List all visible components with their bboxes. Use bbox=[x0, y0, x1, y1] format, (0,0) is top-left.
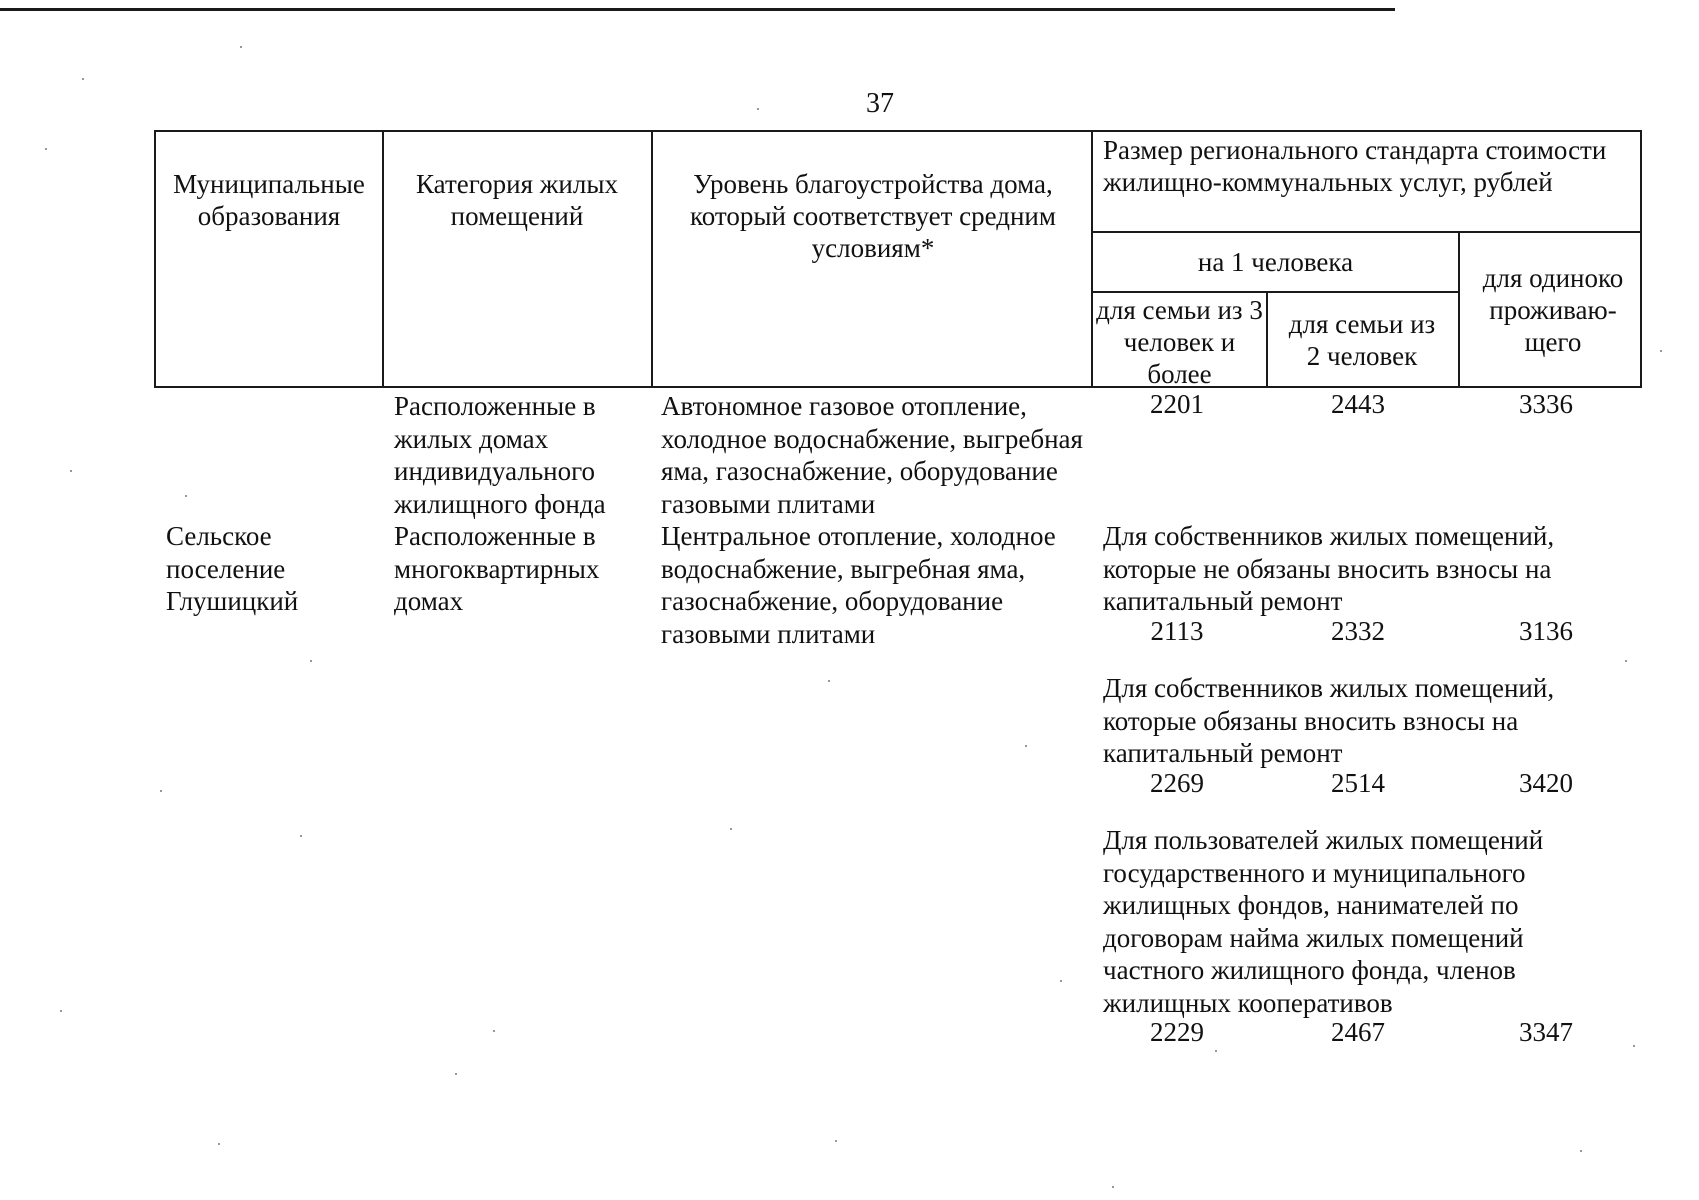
header-municipality: Муниципальные образования bbox=[173, 169, 365, 231]
header-family3: для семьи из 3 человек и более bbox=[1096, 295, 1263, 389]
row2-comfort: Центральное отопление, холодное водоснабжение, выгребная яма, газоснабжение, оборудование газовыми плитами bbox=[661, 521, 1056, 649]
page-number: 37 bbox=[866, 88, 894, 119]
col-divider bbox=[1266, 291, 1268, 388]
scan-speck bbox=[1215, 1050, 1217, 1052]
row1-value-family2: 2443 bbox=[1331, 389, 1385, 419]
header-family2: для семьи из 2 человек bbox=[1288, 309, 1436, 371]
top-rule bbox=[0, 8, 1395, 11]
scan-speck bbox=[455, 1073, 457, 1075]
group3-value-family2: 2467 bbox=[1331, 1017, 1385, 1047]
scan-speck bbox=[160, 790, 162, 792]
scan-speck bbox=[1660, 350, 1662, 352]
row-divider bbox=[1091, 231, 1640, 233]
col-divider bbox=[651, 130, 653, 388]
group2-value-family3: 2269 bbox=[1150, 768, 1204, 798]
group3-label: Для пользователей жилых помещений государственного и муниципального жилищных фондов, нанимателей по договорам найма жилых помещений частного жилищного фонда, членов жилищных кооперативов bbox=[1103, 825, 1544, 1018]
row2-category: Расположенные в многоквартирных домах bbox=[394, 521, 600, 616]
group1-value-single: 3136 bbox=[1519, 616, 1573, 646]
scan-speck bbox=[82, 78, 84, 80]
group2-value-single: 3420 bbox=[1519, 768, 1573, 798]
scan-speck bbox=[1633, 1045, 1635, 1047]
group2-value-family2: 2514 bbox=[1331, 768, 1385, 798]
row-divider bbox=[1091, 291, 1458, 293]
scan-speck bbox=[757, 108, 759, 110]
group1-label: Для собственников жилых помещений, которые не обязаны вносить взносы на капитальный ремонт bbox=[1103, 521, 1555, 616]
group3-value-family3: 2229 bbox=[1150, 1017, 1204, 1047]
header-per-person: на 1 человека bbox=[1197, 247, 1354, 277]
row1-value-single: 3336 bbox=[1519, 389, 1573, 419]
scan-speck bbox=[1580, 1150, 1582, 1152]
header-single: для одиноко проживаю-щего bbox=[1482, 263, 1624, 357]
scan-speck bbox=[835, 1140, 837, 1142]
scan-speck bbox=[828, 680, 830, 682]
scan-speck bbox=[185, 495, 187, 497]
row1-value-family3: 2201 bbox=[1150, 389, 1204, 419]
scan-speck bbox=[730, 828, 732, 830]
scan-speck bbox=[1112, 1186, 1114, 1188]
scan-speck bbox=[493, 1030, 495, 1032]
header-standard: Размер регионального стандарта стоимости жилищно-коммунальных услуг, рублей bbox=[1103, 135, 1607, 197]
scan-speck bbox=[1625, 660, 1627, 662]
scan-speck bbox=[70, 470, 72, 472]
scan-speck bbox=[1060, 980, 1062, 982]
scan-speck bbox=[60, 1010, 62, 1012]
group1-value-family3: 2113 bbox=[1150, 616, 1204, 646]
scan-speck bbox=[310, 660, 312, 662]
scan-speck bbox=[1025, 745, 1027, 747]
header-category: Категория жилых помещений bbox=[416, 169, 618, 231]
group1-value-family2: 2332 bbox=[1331, 616, 1385, 646]
municipality-name: Сельское поселение Глушицкий bbox=[166, 521, 299, 616]
row1-comfort: Автономное газовое отопление, холодное водоснабжение, выгребная яма, газоснабжение, оборудование газовыми плитами bbox=[661, 391, 1083, 519]
col-divider bbox=[382, 130, 384, 388]
col-divider bbox=[1458, 231, 1460, 388]
group3-value-single: 3347 bbox=[1519, 1017, 1573, 1047]
header-comfort: Уровень благоустройства дома, который соответствует средним условиям* bbox=[690, 169, 1056, 263]
scan-speck bbox=[240, 46, 242, 48]
row1-category: Расположенные в жилых домах индивидуального жилищного фонда bbox=[394, 391, 606, 519]
scan-speck bbox=[300, 835, 302, 837]
scan-speck bbox=[45, 148, 47, 150]
scan-speck bbox=[218, 1143, 220, 1145]
table-header bbox=[154, 130, 1642, 388]
group2-label: Для собственников жилых помещений, которые обязаны вносить взносы на капитальный ремонт bbox=[1103, 673, 1555, 768]
